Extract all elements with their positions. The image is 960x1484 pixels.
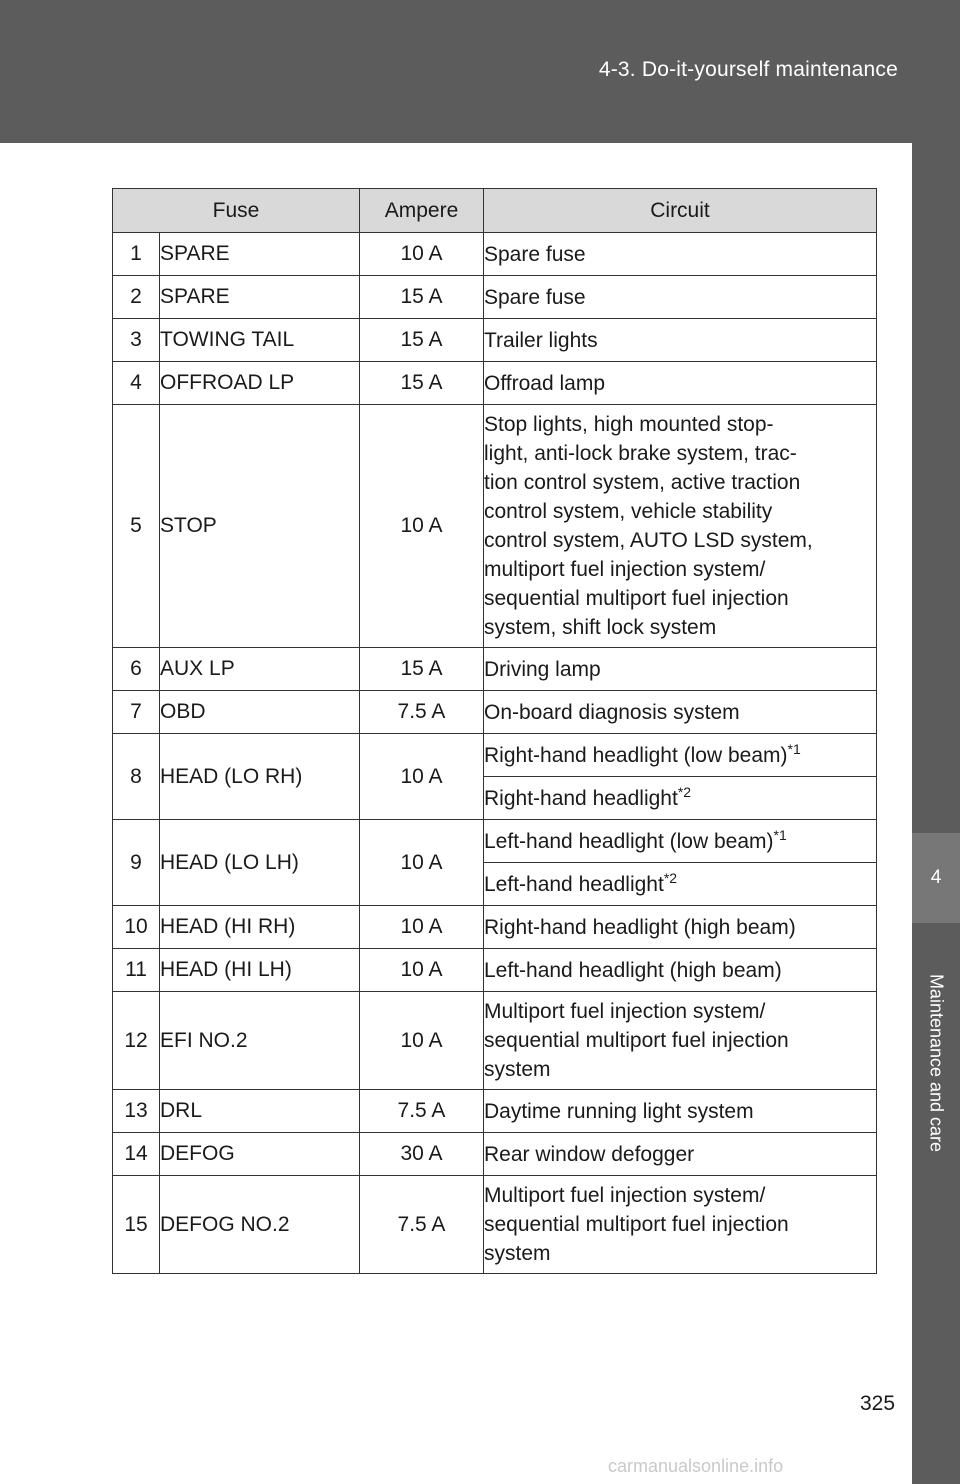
fuse-number: 8 bbox=[113, 734, 160, 820]
fuse-ampere: 30 A bbox=[360, 1133, 484, 1176]
circuit-line: sequential multiport fuel injection bbox=[484, 587, 789, 610]
fuse-circuit bbox=[484, 405, 877, 648]
circuit-line: system bbox=[484, 1242, 551, 1265]
fuse-number: 7 bbox=[113, 691, 160, 734]
fuse-number: 2 bbox=[113, 276, 160, 319]
fuse-circuit bbox=[484, 777, 877, 820]
table-row bbox=[113, 992, 877, 1090]
fuse-number: 11 bbox=[113, 949, 160, 992]
table-row bbox=[113, 233, 877, 276]
fuse-ampere: 10 A bbox=[360, 233, 484, 276]
table-row bbox=[113, 319, 877, 362]
fuse-number: 10 bbox=[113, 906, 160, 949]
fuse-circuit bbox=[484, 906, 877, 949]
table-row bbox=[113, 691, 877, 734]
fuse-circuit bbox=[484, 691, 877, 734]
fuse-name: HEAD (HI LH) bbox=[160, 949, 360, 992]
table-row bbox=[113, 648, 877, 691]
circuit-line: sequential multiport fuel injection bbox=[484, 1029, 789, 1052]
fuse-number: 12 bbox=[113, 992, 160, 1090]
fuse-circuit bbox=[484, 1176, 877, 1274]
circuit-text: Right-hand headlight bbox=[484, 786, 678, 810]
circuit-line: Right-hand headlight (high beam) bbox=[484, 915, 796, 939]
section-title: 4-3. Do-it-yourself maintenance bbox=[598, 58, 898, 81]
circuit-line: light, anti-lock brake system, trac- bbox=[484, 442, 797, 465]
circuit-line: tion control system, active traction bbox=[484, 471, 801, 494]
circuit-line: Trailer lights bbox=[484, 328, 598, 352]
fuse-ampere: 10 A bbox=[360, 820, 484, 906]
circuit-line: control system, vehicle stability bbox=[484, 500, 773, 523]
fuse-circuit bbox=[484, 949, 877, 992]
circuit-line: Spare fuse bbox=[484, 242, 586, 266]
table-row bbox=[113, 906, 877, 949]
circuit-line: sequential multiport fuel injection bbox=[484, 1213, 789, 1236]
fuse-circuit bbox=[484, 276, 877, 319]
fuse-ampere: 15 A bbox=[360, 362, 484, 405]
fuse-number: 14 bbox=[113, 1133, 160, 1176]
fuse-name: EFI NO.2 bbox=[160, 992, 360, 1090]
fuse-ampere: 7.5 A bbox=[360, 691, 484, 734]
fuse-name: OFFROAD LP bbox=[160, 362, 360, 405]
fuse-number: 4 bbox=[113, 362, 160, 405]
fuse-circuit bbox=[484, 820, 877, 863]
page-number: 325 bbox=[860, 1392, 896, 1415]
fuse-name: HEAD (HI RH) bbox=[160, 906, 360, 949]
fuse-name: HEAD (LO RH) bbox=[160, 734, 360, 820]
circuit-line: Driving lamp bbox=[484, 657, 601, 681]
fuse-number: 5 bbox=[113, 405, 160, 648]
circuit-line: Rear window defogger bbox=[484, 1142, 695, 1166]
chapter-label bbox=[912, 943, 960, 1183]
circuit-line: control system, AUTO LSD system, bbox=[484, 529, 813, 552]
circuit-line: Spare fuse bbox=[484, 285, 586, 309]
circuit-line: system, shift lock system bbox=[484, 616, 717, 639]
fuse-table-body bbox=[113, 233, 877, 1274]
fuse-ampere: 15 A bbox=[360, 276, 484, 319]
fuse-circuit bbox=[484, 1133, 877, 1176]
watermark: carmanualsonline.info bbox=[608, 1456, 784, 1476]
fuse-name: STOP bbox=[160, 405, 360, 648]
page-header bbox=[0, 0, 960, 143]
circuit-text: Left-hand headlight (low beam) bbox=[484, 829, 774, 853]
circuit-line: Left-hand headlight (high beam) bbox=[484, 958, 782, 982]
fuse-circuit bbox=[484, 319, 877, 362]
fuse-number: 6 bbox=[113, 648, 160, 691]
chapter-side-tab bbox=[912, 143, 960, 1484]
fuse-name: SPARE bbox=[160, 233, 360, 276]
fuse-ampere: 10 A bbox=[360, 949, 484, 992]
table-row bbox=[113, 405, 877, 648]
fuse-circuit bbox=[484, 992, 877, 1090]
fuse-name: HEAD (LO LH) bbox=[160, 820, 360, 906]
fuse-number: 3 bbox=[113, 319, 160, 362]
fuse-name: OBD bbox=[160, 691, 360, 734]
fuse-ampere: 7.5 A bbox=[360, 1090, 484, 1133]
fuse-circuit bbox=[484, 734, 877, 777]
circuit-line: multiport fuel injection system/ bbox=[484, 558, 766, 581]
fuse-ampere: 7.5 A bbox=[360, 1176, 484, 1274]
circuit-line: Daytime running light system bbox=[484, 1099, 754, 1123]
table-row bbox=[113, 276, 877, 319]
table-header-row bbox=[113, 189, 877, 233]
fuse-ampere: 15 A bbox=[360, 648, 484, 691]
fuse-circuit bbox=[484, 1090, 877, 1133]
fuse-name: DEFOG NO.2 bbox=[160, 1176, 360, 1274]
footnote-marker: *2 bbox=[663, 869, 678, 886]
fuse-number: 13 bbox=[113, 1090, 160, 1133]
fuse-table bbox=[112, 188, 877, 1274]
header-ampere: Ampere bbox=[360, 189, 484, 233]
footnote-marker: *2 bbox=[677, 783, 692, 800]
chapter-label-text: Maintenance and care bbox=[926, 973, 947, 1153]
table-row bbox=[113, 362, 877, 405]
fuse-ampere: 10 A bbox=[360, 405, 484, 648]
circuit-line: Offroad lamp bbox=[484, 371, 606, 395]
circuit-text: Right-hand headlight (low beam) bbox=[484, 743, 788, 767]
header-circuit: Circuit bbox=[484, 189, 877, 233]
circuit-line: Multiport fuel injection system/ bbox=[484, 1184, 766, 1207]
table-row bbox=[113, 1133, 877, 1176]
fuse-ampere: 15 A bbox=[360, 319, 484, 362]
footnote-marker: *1 bbox=[773, 826, 787, 843]
table-row bbox=[113, 734, 877, 777]
fuse-number: 15 bbox=[113, 1176, 160, 1274]
circuit-line: Stop lights, high mounted stop- bbox=[484, 413, 774, 436]
fuse-circuit bbox=[484, 233, 877, 276]
fuse-circuit bbox=[484, 362, 877, 405]
fuse-circuit bbox=[484, 863, 877, 906]
fuse-name: SPARE bbox=[160, 276, 360, 319]
circuit-line: system bbox=[484, 1058, 551, 1081]
table-row bbox=[113, 1090, 877, 1133]
circuit-line: On-board diagnosis system bbox=[484, 700, 740, 724]
fuse-ampere: 10 A bbox=[360, 734, 484, 820]
fuse-name: AUX LP bbox=[160, 648, 360, 691]
chapter-number: 4 bbox=[912, 833, 960, 923]
fuse-name: DRL bbox=[160, 1090, 360, 1133]
fuse-circuit bbox=[484, 648, 877, 691]
header-fuse: Fuse bbox=[113, 189, 360, 233]
circuit-text: Left-hand headlight bbox=[484, 872, 664, 896]
table-row bbox=[113, 949, 877, 992]
fuse-ampere: 10 A bbox=[360, 992, 484, 1090]
fuse-ampere: 10 A bbox=[360, 906, 484, 949]
table-row bbox=[113, 820, 877, 863]
table-row bbox=[113, 1176, 877, 1274]
fuse-number: 1 bbox=[113, 233, 160, 276]
fuse-name: DEFOG bbox=[160, 1133, 360, 1176]
fuse-name: TOWING TAIL bbox=[160, 319, 360, 362]
footnote-marker: *1 bbox=[787, 740, 801, 757]
fuse-number: 9 bbox=[113, 820, 160, 906]
circuit-line: Multiport fuel injection system/ bbox=[484, 1000, 766, 1023]
